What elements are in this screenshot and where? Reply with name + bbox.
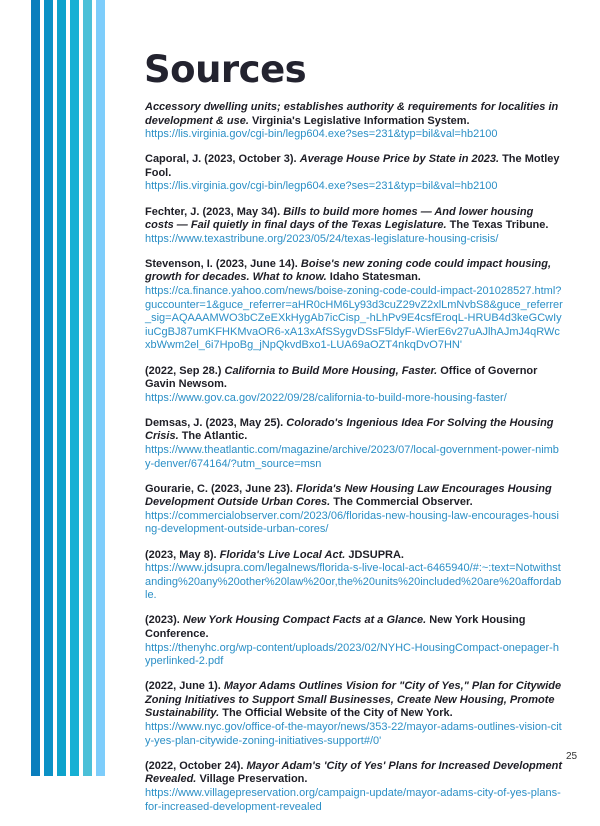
reference-author: Caporal, J. (2023, October 3). bbox=[145, 153, 297, 166]
reference-publisher: The Motley Fool. bbox=[145, 153, 560, 179]
reference-entry bbox=[145, 258, 563, 353]
reference-entry bbox=[145, 101, 563, 142]
reference-publisher: New York Housing Conference. bbox=[145, 614, 526, 640]
reference-title: Florida's New Housing Law Encourages Housing Development Outside Urban Cores. bbox=[145, 482, 552, 509]
reference-entry bbox=[145, 483, 563, 537]
reference-link[interactable]: https://ca.finance.yahoo.com/news/boise-zoning-code-could-impact-201028527.html?guccounter=1&guce_referrer=aHR0cHM6Ly93d3cuZ29vZ2xlLmNvbS8&guce_referrer_sig=AQAAAMWO3bCZeEXkHygAb7icCisp_-hLhPv9E4csfEroqL-HRUB4d3keGCwIyiuCgBJ87umKFHKMvaOR6-xA13xAfSSygvDSsF5ldyF-WierE6v27uAJlhAJmJ4qRWcxbWwm2el_6i7HpoBg_jNpQkvdBxo1-LUA69aOZT4nkqDvO7HN' bbox=[145, 285, 563, 352]
reference-title: Mayor Adam's 'City of Yes' Plans for Increased Development Revealed. bbox=[145, 759, 563, 786]
reference-publisher: Idaho Statesman. bbox=[329, 271, 421, 284]
stripe bbox=[44, 0, 53, 776]
reference-link[interactable]: https://www.theatlantic.com/magazine/archive/2023/07/local-government-power-nimby-denver/674164/?utm_source=msn bbox=[145, 443, 559, 470]
reference-author: Fechter, J. (2023, May 34). bbox=[145, 205, 281, 218]
reference-publisher: Office of Governor Gavin Newsom. bbox=[145, 364, 538, 391]
reference-entry bbox=[145, 549, 563, 603]
reference-link[interactable]: https://lis.virginia.gov/cgi-bin/legp604.exe?ses=231&typ=bil&val=hb2100 bbox=[145, 180, 498, 193]
reference-title: Average House Price by State in 2023. bbox=[299, 153, 500, 166]
reference-entry bbox=[145, 417, 563, 471]
reference-entry bbox=[145, 206, 563, 247]
reference-author: (2023, May 8). bbox=[145, 548, 217, 561]
reference-entry bbox=[145, 153, 563, 194]
reference-publisher: The Commercial Observer. bbox=[333, 496, 473, 509]
reference-publisher: The Official Website of the City of New York. bbox=[222, 707, 453, 720]
reference-publisher: Village Preservation. bbox=[199, 773, 308, 786]
reference-title: Bills to build more homes — And lower housing costs — Fail quietly in final days of the Texas Legislature. bbox=[145, 205, 534, 232]
reference-author: (2023). bbox=[145, 614, 180, 627]
reference-title: Mayor Adams Outlines Vision for "City of Yes," Plan for Citywide Zoning Initiatives to Support Small Businesses, Create New Housing, Promote Sustainability. bbox=[145, 680, 562, 720]
reference-title: Boise's new zoning code could impact housing, growth for decades. What to know. bbox=[145, 257, 552, 284]
reference-title: New York Housing Compact Facts at a Glance. bbox=[182, 614, 427, 627]
reference-entry bbox=[145, 680, 563, 748]
reference-publisher: JDSUPRA. bbox=[348, 548, 404, 561]
reference-author: Demsas, J. (2023, May 25). bbox=[145, 416, 284, 429]
reference-link[interactable]: https://thenyhc.org/wp-content/uploads/2023/02/NYHC-HousingCompact-onepager-hyperlinked-2.pdf bbox=[145, 641, 559, 668]
references-list bbox=[145, 101, 563, 826]
reference-entry bbox=[145, 614, 563, 668]
reference-publisher: The Atlantic. bbox=[181, 430, 248, 443]
stripe bbox=[96, 0, 105, 776]
reference-title: Florida's Live Local Act. bbox=[219, 548, 346, 561]
reference-author: (2022, Sep 28.) bbox=[145, 364, 222, 377]
reference-publisher: The Texas Tribune. bbox=[449, 219, 549, 232]
reference-link[interactable]: https://www.texastribune.org/2023/05/24/texas-legislature-housing-crisis/ bbox=[145, 232, 499, 245]
reference-title: Colorado's Ingenious Idea For Solving the Housing Crisis. bbox=[145, 416, 554, 443]
reference-author: Stevenson, I. (2023, June 14). bbox=[145, 257, 298, 270]
reference-link[interactable]: https://commercialobserver.com/2023/06/floridas-new-housing-law-encourages-housing-development-outside-urban-cores/ bbox=[145, 509, 559, 536]
reference-link[interactable]: https://www.villagepreservation.org/campaign-update/mayor-adams-city-of-yes-plans-for-increased-development-revealed bbox=[145, 786, 561, 813]
reference-entry bbox=[145, 760, 563, 814]
reference-title: Accessory dwelling units; establishes authority & requirements for localities in development & use. bbox=[145, 101, 559, 127]
reference-link[interactable]: https://lis.virginia.gov/cgi-bin/legp604.exe?ses=231&typ=bil&val=hb2100 bbox=[145, 128, 498, 141]
reference-author: (2022, October 24). bbox=[145, 759, 244, 772]
reference-entry bbox=[145, 365, 563, 406]
stripe bbox=[83, 0, 92, 776]
stripe bbox=[31, 0, 40, 776]
reference-link[interactable]: https://www.gov.ca.gov/2022/09/28/california-to-build-more-housing-faster/ bbox=[145, 391, 507, 404]
reference-publisher: Virginia's Legislative Information System. bbox=[251, 114, 470, 127]
page-title: Sources bbox=[144, 48, 307, 91]
stripe bbox=[70, 0, 79, 776]
reference-link[interactable]: https://www.jdsupra.com/legalnews/florida-s-live-local-act-6465940/#:~:text=Notwithstanding%20any%20other%20law%20or,the%20units%20included%20are%20affordable. bbox=[145, 562, 562, 602]
page-number: 25 bbox=[566, 751, 578, 762]
reference-author: (2022, June 1). bbox=[145, 680, 221, 693]
reference-author: Gourarie, C. (2023, June 23). bbox=[145, 482, 293, 495]
reference-link[interactable]: https://www.nyc.gov/office-of-the-mayor/news/353-22/mayor-adams-outlines-vision-city-yes-plan-citywide-zoning-initiatives-support#/0' bbox=[145, 721, 562, 747]
stripe bbox=[57, 0, 66, 776]
reference-title: California to Build More Housing, Faster. bbox=[224, 364, 438, 377]
